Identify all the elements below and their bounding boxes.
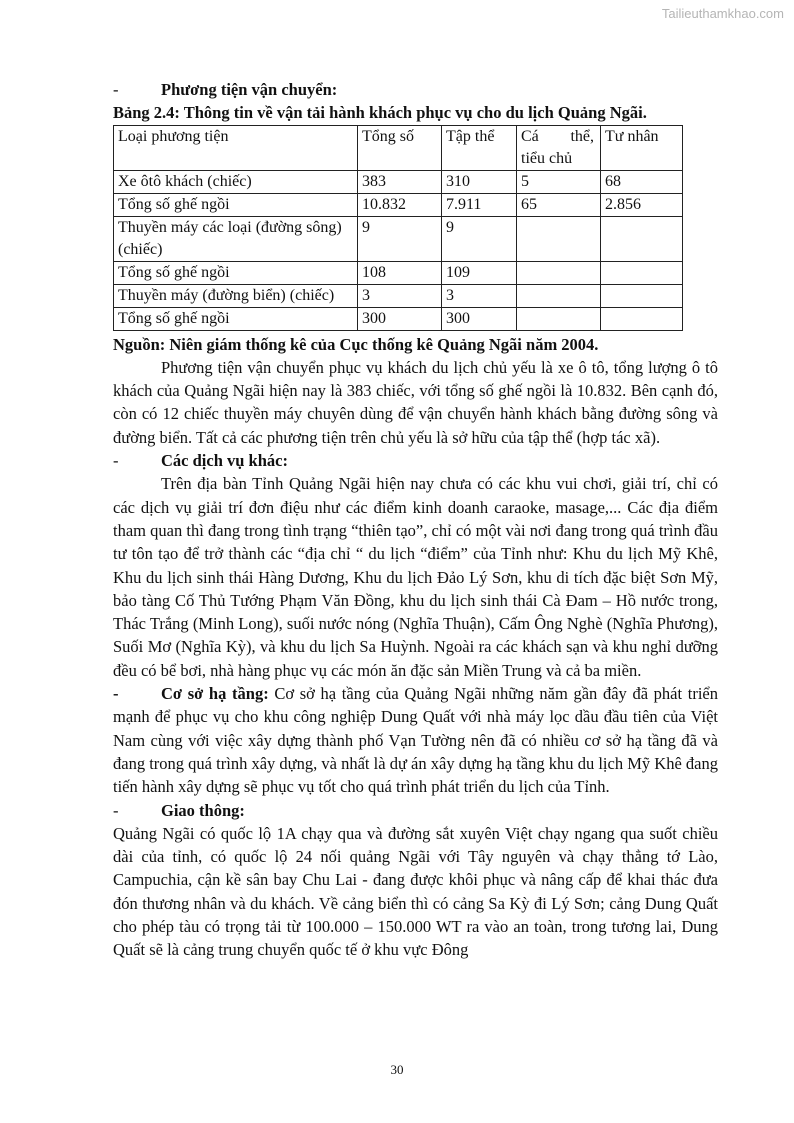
table-cell: 65 xyxy=(517,193,601,216)
bullet-dash: - xyxy=(113,800,119,820)
table-cell: Tổng số ghế ngồi xyxy=(114,193,358,216)
table-cell: Xe ôtô khách (chiếc) xyxy=(114,170,358,193)
table-title: Bảng 2.4: Thông tin về vận tải hành khách phục vụ cho du lịch Quảng Ngãi. xyxy=(113,103,647,123)
watermark: Tailieuthamkhao.com xyxy=(661,6,784,21)
table-cell: 9 xyxy=(358,216,442,261)
table-cell: 9 xyxy=(442,216,517,261)
bullet-dash: - xyxy=(113,80,119,99)
page-number: 30 xyxy=(390,1062,404,1077)
table-cell: 68 xyxy=(601,170,683,193)
table-cell: 109 xyxy=(442,261,517,284)
paragraph-transport: Phương tiện vận chuyển phục vụ khách du lịch chủ yếu là xe ô tô, tổng lượng ô tô khách của Quảng Ngãi hiện nay là 383 chiếc, với tổng số ghế ngồi là 10.832. Bên cạnh đó, còn có 12 chiếc thuyền máy chuyên dùng để vận chuyển hành khách bằng đường sông và đường biển. Tất cả các phương tiện trên chủ yếu là sở hữu của tập thể (hợp tác xã). xyxy=(113,357,718,447)
paragraph-traffic: Quảng Ngãi có quốc lộ 1A chạy qua và đường sắt xuyên Việt chạy ngang qua suốt chiều dài của tỉnh, có quốc lộ 24 nối quảng Ngãi với Tây nguyên và chạy thẳng tớ Lào, Campuchia, cận kề sân bay Chu Lai - đang được khôi phục và nâng cấp để khai thác đưa đón thương nhân và du khách. Về cảng biển thì có cảng Sa Kỳ đi Lý Sơn; cảng Dung Quất cho phép tàu có trọng tải từ 100.000 – 150.000 WT ra vào an toàn, trong tương lai, Dung Quất sẽ là cảng trung chuyển quốc tế ở khu vực Đông xyxy=(113,823,718,960)
bullet-dash: - xyxy=(113,684,119,704)
table-cell: 5 xyxy=(517,170,601,193)
transport-table xyxy=(113,125,683,331)
table-cell: 300 xyxy=(442,307,517,330)
table-cell: Tổng số ghế ngồi xyxy=(114,307,358,330)
section-heading-services xyxy=(113,449,718,472)
table-cell: 3 xyxy=(442,284,517,307)
table-row xyxy=(114,307,683,330)
table-cell xyxy=(601,284,683,307)
table-cell: Thuyền máy (đường biển) (chiếc) xyxy=(114,284,358,307)
section-title: Cơ sở hạ tầng: xyxy=(161,684,269,704)
table-header-cell: Tư nhân xyxy=(601,125,683,170)
table-cell: 3 xyxy=(358,284,442,307)
section-title: Phương tiện vận chuyển: xyxy=(161,80,338,99)
table-cell: 310 xyxy=(442,170,517,193)
table-header-row xyxy=(114,125,683,170)
table-cell: 383 xyxy=(358,170,442,193)
table-cell: 2.856 xyxy=(601,193,683,216)
table-cell: 10.832 xyxy=(358,193,442,216)
table-cell: 108 xyxy=(358,261,442,284)
table-cell xyxy=(517,284,601,307)
table-row xyxy=(114,193,683,216)
table-cell xyxy=(601,216,683,261)
table-row xyxy=(114,284,683,307)
section-heading-transport xyxy=(113,78,718,101)
table-cell: 7.911 xyxy=(442,193,517,216)
section-title: Các dịch vụ khác: xyxy=(161,451,288,471)
table-cell: Thuyền máy các loại (đường sông) (chiếc) xyxy=(114,216,358,261)
table-cell: Tổng số ghế ngồi xyxy=(114,261,358,284)
bullet-dash: - xyxy=(113,451,119,471)
table-cell xyxy=(601,261,683,284)
table-header-cell: Tổng số xyxy=(358,125,442,170)
section-title: Giao thông: xyxy=(161,800,245,820)
document-body xyxy=(113,78,718,962)
table-source: Nguồn: Niên giám thống kê của Cục thống kê Quảng Ngãi năm 2004. xyxy=(113,334,599,354)
table-row xyxy=(114,170,683,193)
section-infrastructure xyxy=(113,682,718,798)
table-cell: 300 xyxy=(358,307,442,330)
section-heading-traffic xyxy=(113,799,718,822)
table-cell xyxy=(601,307,683,330)
table-cell xyxy=(517,261,601,284)
table-header-cell: Tập thể xyxy=(442,125,517,170)
table-row xyxy=(114,261,683,284)
table-header-cell: Loại phương tiện xyxy=(114,125,358,170)
table-cell xyxy=(517,307,601,330)
table-header-cell: Cá thể, tiểu chủ xyxy=(517,125,601,170)
paragraph-infrastructure: Cơ sở hạ tầng của Quảng Ngãi những năm gần đây đã phát triển mạnh để phục vụ cho khu công nghiệp Dung Quất với nhà máy lọc dầu đầu tiên của Việt Nam cùng với việc xây dựng thành phố Vạn Tường nên đã có nhiều cơ sở hạ tầng đã và đang trong quá trình xây dựng, và nhất là dự án xây dựng hạ tầng khu du lịch Mỹ Khê đang tiến hành xây dựng sẽ phục vụ tốt cho quá trình phát triển du lịch của Tỉnh. xyxy=(113,684,718,797)
table-row xyxy=(114,216,683,261)
table-cell xyxy=(517,216,601,261)
paragraph-services: Trên địa bàn Tỉnh Quảng Ngãi hiện nay chưa có các khu vui chơi, giải trí, chỉ có các dịch vụ giải trí đơn điệu như các điểm kinh doanh caraoke, masage,... Các địa điểm tham quan thì đang trong tình trạng “thiên tạo”, chỉ có một vài nơi đang trong quá trình đầu tư tôn tạo để trở thành các “địa chỉ “ du lịch “điểm” của Tỉnh như: Khu du lịch Mỹ Khê, Khu du lịch sinh thái Hàng Dương, Khu du lịch Đảo Lý Sơn, khu di tích đặc biệt Sơn Mỹ, bảo tàng Cố Thủ Tướng Phạm Văn Đồng, khu du lịch sinh thái Cà Đam – Hồ nước trong, Thác Trắng (Minh Long), suối nước nóng (Nghĩa Thuận), Cấm Ông Nghè (Nghĩa Phương), Suối Mơ (Nghĩa Kỳ), và khu du lịch Sa Huỳnh. Ngoài ra các khách sạn và khu nghỉ dưỡng đều có bể bơi, nhà hàng phục vụ các món ăn đặc sản Miền Trung và cả ba miền. xyxy=(113,474,718,680)
